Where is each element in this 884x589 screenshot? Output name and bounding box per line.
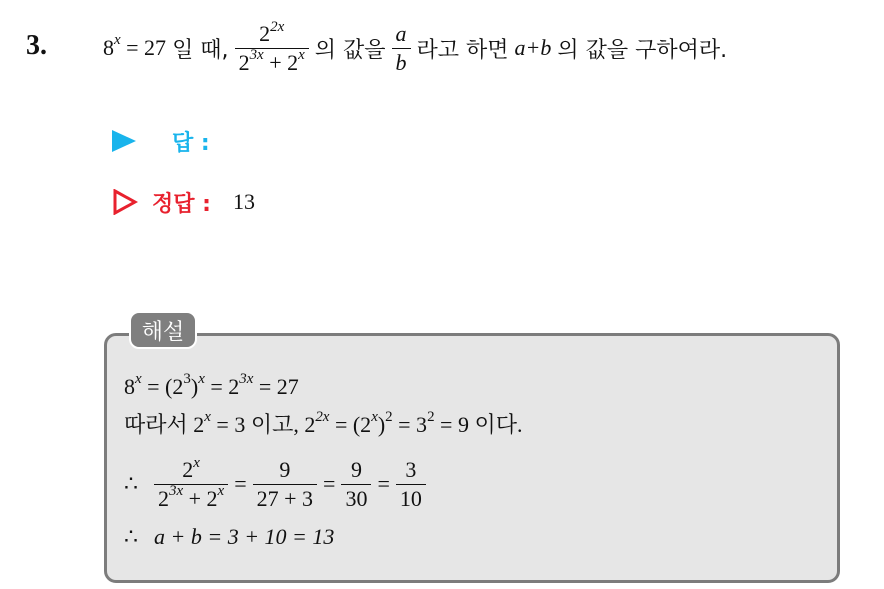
question-number: 3. (26, 30, 47, 61)
answer-row (112, 126, 210, 156)
correct-answer-label: 정답 : (152, 191, 211, 217)
question-text (103, 16, 733, 80)
answer-label: 답 : (172, 130, 210, 156)
solution-fraction-2: $\frac{9}{27 + 3}$ (253, 458, 317, 509)
condition-equation: 8$^x$ = 27 (103, 32, 167, 60)
play-triangle-icon (112, 130, 136, 152)
a-over-b-fraction: $\frac{a}{b}$ (392, 22, 411, 73)
final-expression: a + b = 3 + 10 = 13 (154, 524, 335, 549)
solution-fraction-4: $\frac{3}{10}$ (396, 458, 426, 509)
outline-triangle-icon (112, 189, 138, 215)
question-fraction: $\frac{2^{2x}}{2^{3x} + 2^x}$ (235, 22, 309, 73)
solution-line-4 (124, 522, 340, 552)
solution-line-2: 따라서 2$^x$ = 3 이고, $2^{2x} = (2^x)^2 = 3^2 = 9$ 이다. (124, 408, 523, 437)
condition-text: 일 때, (172, 37, 229, 63)
correct-answer-value: 13 (232, 189, 255, 214)
a-plus-b: a+b (514, 35, 552, 60)
correct-answer-row (112, 187, 255, 217)
solution-tab: 해설 (129, 311, 197, 349)
solution-fraction-1: $\frac{2^x}{2^{3x} + 2^x}$ (154, 458, 228, 509)
therefore-symbol: ∴ (124, 524, 138, 549)
therefore-symbol: ∴ (124, 471, 138, 496)
solution-line-3: ∴ $\frac{2^x}{2^{3x} + 2^x}$ = $\frac{9}{27 + 3}$ = $\frac{9}{30}$ = $\frac{3}{10}$ (124, 448, 432, 520)
solution-fraction-3: $\frac{9}{30}$ (341, 458, 371, 509)
question-mid-text: 의 값을 (314, 37, 386, 63)
question-end-text-2: 의 값을 구하여라. (557, 37, 728, 63)
question-end-text-1: 라고 하면 (416, 37, 509, 63)
solution-line-1: $8^x = (2^3)^x = 2^{3x} = 27$ (124, 371, 299, 399)
